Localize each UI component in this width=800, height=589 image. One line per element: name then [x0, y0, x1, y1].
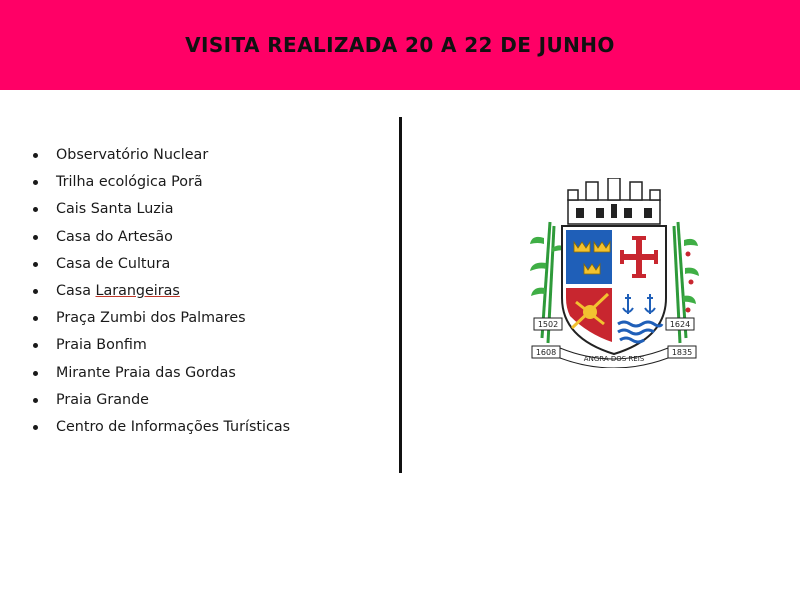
list-item-underlined: Larangeiras — [95, 282, 180, 299]
bullet-icon — [33, 289, 38, 294]
list-item — [30, 253, 290, 280]
list-item-label: Casa do Artesão — [56, 228, 173, 245]
bullet-icon — [33, 180, 38, 185]
list-item — [30, 198, 290, 225]
list-item — [30, 144, 290, 171]
list-item — [30, 307, 290, 334]
bullet-icon — [33, 235, 38, 240]
page-title: VISITA REALIZADA 20 A 22 DE JUNHO — [185, 33, 615, 57]
list-item — [30, 362, 290, 389]
list-item-label: Observatório Nuclear — [56, 147, 209, 163]
list-item — [30, 389, 290, 416]
crest-motto: ANGRA DOS REIS — [583, 355, 645, 363]
bullet-icon — [33, 153, 38, 158]
list-item-label: Mirante Praia das Gordas — [56, 364, 236, 381]
crest-year: 1502 — [537, 320, 559, 329]
bullet-icon — [33, 262, 38, 267]
visit-list — [30, 144, 290, 443]
list-item-label: Praia Grande — [56, 391, 149, 408]
list-item-label: Centro de Informações Turísticas — [56, 418, 291, 435]
crest-year: 1624 — [669, 320, 691, 329]
list-item — [30, 280, 290, 307]
list-item-label: Casa — [56, 282, 96, 299]
list-item — [30, 171, 290, 198]
list-item — [30, 416, 290, 443]
list-item-label: Trilha ecológica Porã — [56, 174, 203, 191]
bullet-icon — [33, 425, 38, 430]
list-item — [30, 334, 290, 361]
bullet-icon — [33, 398, 38, 403]
bullet-icon — [33, 207, 38, 212]
list-item-label: Praça Zumbi dos Palmares — [56, 310, 246, 327]
crest-year: 1835 — [671, 348, 693, 357]
list-item-label: Praia Bonfim — [56, 337, 147, 354]
coat-of-arms-icon — [528, 178, 700, 368]
bullet-icon — [33, 343, 38, 348]
bullet-icon — [33, 316, 38, 321]
list-item-label: Casa de Cultura — [56, 255, 171, 272]
title-banner — [0, 0, 800, 90]
vertical-divider — [399, 117, 402, 473]
list-item — [30, 226, 290, 253]
crest-year: 1608 — [535, 348, 557, 357]
list-item-label: Cais Santa Luzia — [56, 201, 174, 218]
bullet-icon — [33, 371, 38, 376]
